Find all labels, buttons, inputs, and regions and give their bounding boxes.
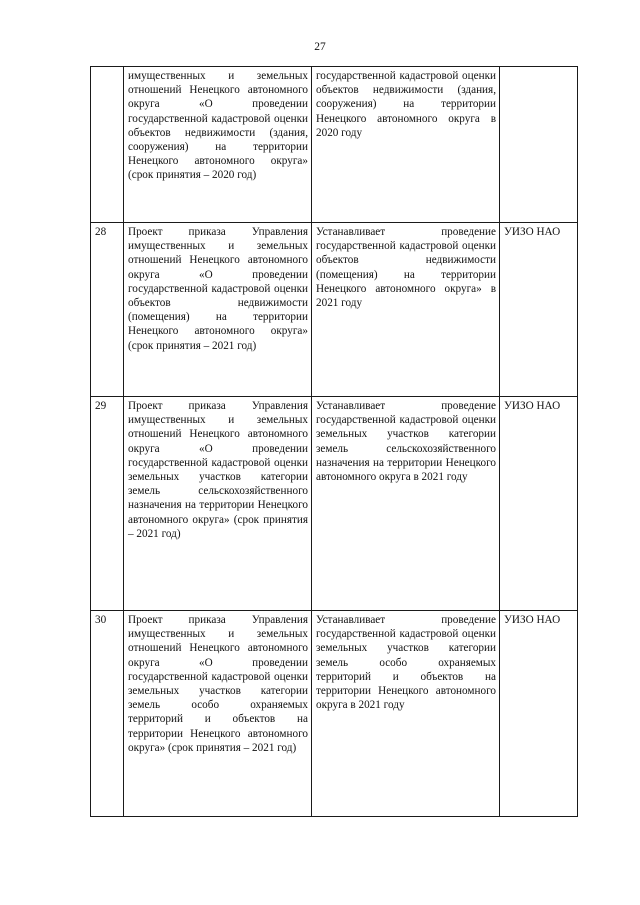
page-number: 27 <box>314 41 326 53</box>
table-row <box>91 223 578 397</box>
responsible-body: УИЗО НАО <box>500 223 578 397</box>
responsible-body: УИЗО НАО <box>500 397 578 611</box>
table-row <box>91 67 578 223</box>
document-name: Проект приказа Управления имущественных и земельных отношений Ненецкого автономного округа «О проведении государственной кадастровой оценки земельных участков категории земель сельскохозяйственного назначения на территории Ненецкого автономного округа» (срок принятия – 2021 год) <box>124 397 312 611</box>
table-row <box>91 397 578 611</box>
plan-table <box>90 66 578 817</box>
row-number: 30 <box>91 611 124 817</box>
table-row <box>91 611 578 817</box>
document-description: Устанавливает проведение государственной кадастровой оценки земельных участков категории земель особо охраняемых территорий и объектов на территории Ненецкого автономного округа в 2021 году <box>312 611 500 817</box>
document-name: Проект приказа Управления имущественных и земельных отношений Ненецкого автономного округа «О проведении государственной кадастровой оценки земельных участков категории земель особо охраняемых территорий и объектов на территории Ненецкого автономного округа» (срок принятия – 2021 год) <box>124 611 312 817</box>
document-description: Устанавливает проведение государственной кадастровой оценки земельных участков категории земель сельскохозяйственного назначения на территории Ненецкого автономного округа в 2021 году <box>312 397 500 611</box>
row-number: 28 <box>91 223 124 397</box>
row-number: 29 <box>91 397 124 611</box>
document-name: имущественных и земельных отношений Ненецкого автономного округа «О проведении государственной кадастровой оценки объектов недвижимости (здания, сооружения) на территории Ненецкого автономного округа» (срок принятия – 2020 год) <box>124 67 312 223</box>
document-description: Устанавливает проведение государственной кадастровой оценки объектов недвижимости (помещения) на территории Ненецкого автономного округа» в 2021 году <box>312 223 500 397</box>
responsible-body <box>500 67 578 223</box>
responsible-body: УИЗО НАО <box>500 611 578 817</box>
document-description: государственной кадастровой оценки объектов недвижимости (здания, сооружения) на территории Ненецкого автономного округа в 2020 году <box>312 67 500 223</box>
document-name: Проект приказа Управления имущественных и земельных отношений Ненецкого автономного округа «О проведении государственной кадастровой оценки объектов недвижимости (помещения) на территории Ненецкого автономного округа» (срок принятия – 2021 год) <box>124 223 312 397</box>
row-number <box>91 67 124 223</box>
